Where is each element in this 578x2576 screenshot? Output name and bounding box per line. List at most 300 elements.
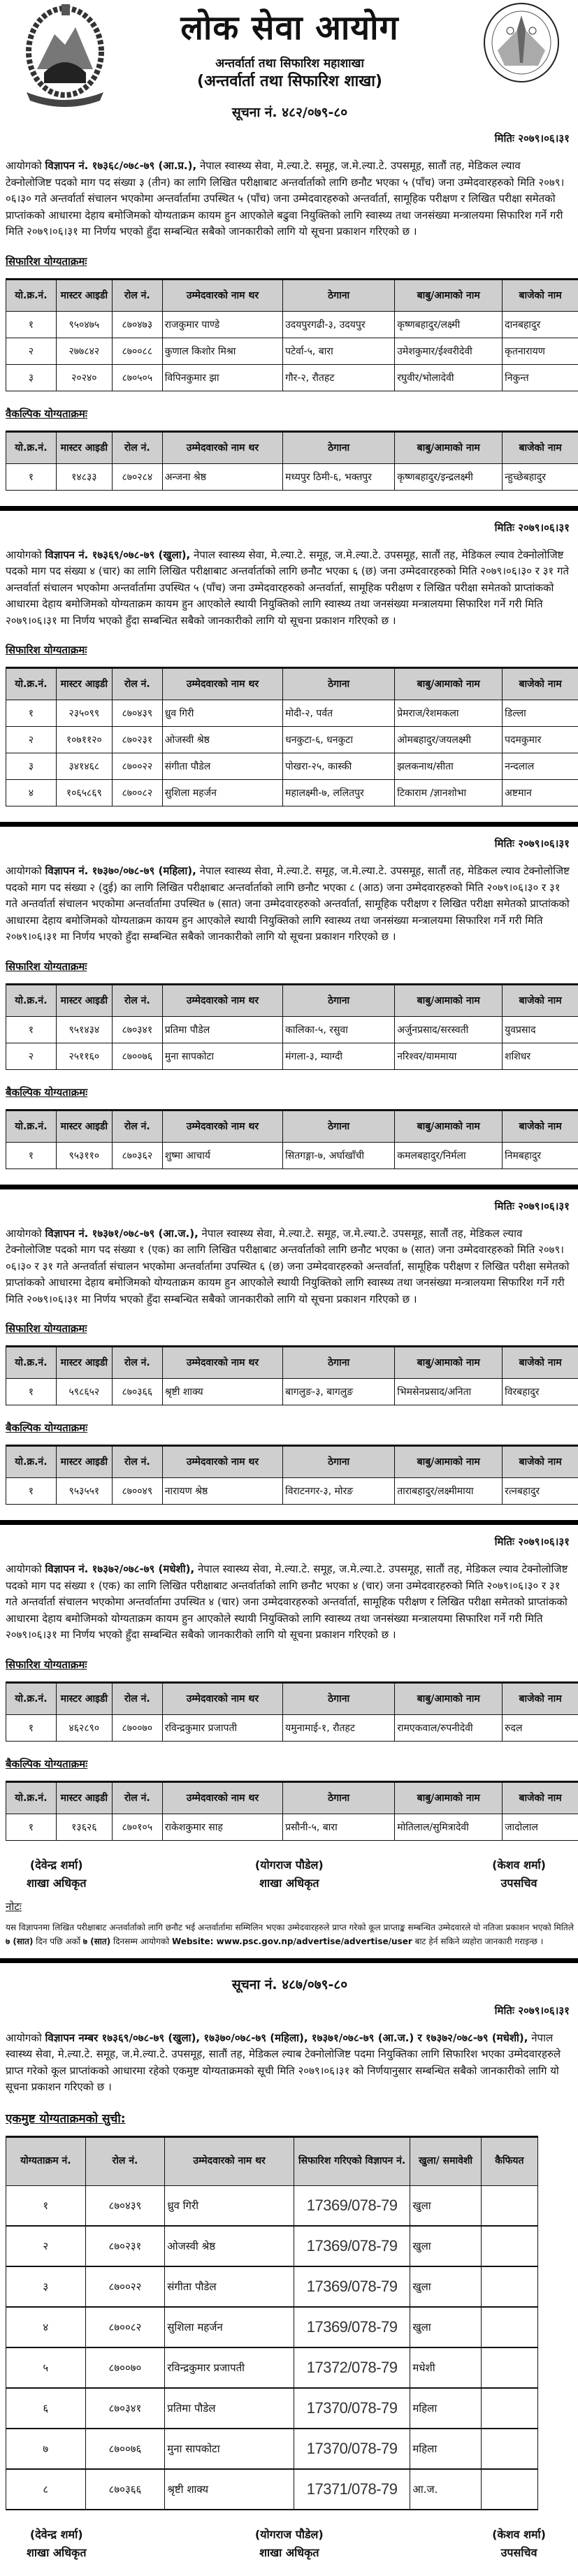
table-row (6, 780, 578, 806)
table-cell: रघुवीर/भोलादेवी (395, 364, 503, 391)
column-header: मास्टर आइडी (56, 1682, 112, 1714)
column-header: यो.क्र.नं. (6, 1110, 57, 1142)
column-header: रोल नं. (112, 1110, 162, 1142)
table-cell: ८७००७० (85, 2347, 165, 2388)
table-cell: राकेशकुमार साह (162, 1814, 282, 1840)
table-cell: २ (6, 1043, 57, 1069)
table-cell: 17370/078-79 (294, 2388, 410, 2429)
table-cell: यमुनामाई-१, रौतहट (283, 1714, 395, 1741)
column-header: उम्मेदवारको नाम थर (162, 279, 282, 311)
table-cell: बागलुङ-३, बागलुङ (283, 1379, 395, 1405)
table-row (6, 1043, 578, 1069)
table-cell: शशिधर (503, 1043, 578, 1069)
column-header: मास्टर आइडी (56, 1446, 112, 1478)
column-header: रोल नं. (112, 279, 162, 311)
alternate-heading: बैकल्पिक योग्यताक्रमः (6, 1421, 574, 1435)
notice-number-2: सूचना नं. ४८७/०७९-८० (6, 1976, 574, 1994)
column-header: मास्टर आइडी (56, 431, 112, 463)
signature-block (6, 2526, 574, 2562)
alternate-heading: बैकल्पिक योग्यताक्रमः (6, 1757, 574, 1771)
table-cell: सुशिला महर्जन (165, 2307, 294, 2347)
table-cell: सितगङ्गा-७, अर्घाखाँची (283, 1142, 395, 1168)
section-name: (अन्तर्वार्ता तथा सिफारिश शाखा) (6, 70, 574, 91)
column-header: यो.क्र.नं. (6, 1446, 57, 1478)
recommended-table (6, 1681, 578, 1742)
table-row (6, 2347, 538, 2388)
table-cell (481, 2469, 537, 2510)
table-row (6, 727, 578, 753)
table-cell: ८७०३६२ (112, 1142, 162, 1168)
signatory-name: (योगराज पौडेल) (255, 2526, 324, 2544)
column-header: उम्मेदवारको नाम थर (165, 2136, 294, 2185)
column-header: मास्टर आइडी (56, 1347, 112, 1379)
table-cell: ४ (6, 2307, 86, 2347)
column-header: बाजेको नाम (503, 1110, 578, 1142)
table-cell: 17370/078-79 (294, 2429, 410, 2469)
notice-sections (6, 131, 574, 1948)
table-cell: ध्रुव गिरी (162, 700, 282, 727)
alternate-table (6, 1109, 578, 1169)
signatory-name: (केशव शर्मा) (492, 1856, 546, 1874)
notice-section (6, 1535, 574, 1948)
signatory (492, 2526, 546, 2562)
table-cell: ८७००७० (112, 1714, 162, 1741)
table-cell: १ (6, 311, 57, 338)
table-cell: ९५०४७५ (56, 311, 112, 338)
table-cell: २ (6, 338, 57, 364)
table-cell: ८७०२८४ (112, 463, 162, 490)
column-header: रोल नं. (112, 668, 162, 700)
signatory (492, 1856, 546, 1893)
column-header: उम्मेदवारको नाम थर (162, 984, 282, 1016)
column-header: ठेगाना (283, 984, 395, 1016)
table-cell: २७७८४२ (56, 338, 112, 364)
table-cell: रविन्द्रकुमार प्रजापती (162, 1714, 282, 1741)
table-cell: ध्रुव गिरी (165, 2185, 294, 2226)
document-header (6, 0, 574, 103)
table-cell: पटेर्वा-५, बारा (283, 338, 395, 364)
table-cell: ८७०४३९ (85, 2185, 165, 2226)
section-divider (0, 506, 578, 511)
para-text: नेपाल स्वास्थ्य सेवा, मे.ल्या.टे. समूह, ज.मे.ल्या.टे. उपसमूह, सातौं तह, मेडिकल ल्याव टेक्नोलोजिष्ट पदको माग पद संख्या १ (एक) का लागि लिखित परीक्षाबाट अन्तर्वार्ताको लागि छनौट भएका ७ (सात) जना उम्मेदवारहरुको मिति २०७९।०६।३० र ३१ गते अन्तर्वार्ता संचालन भएकोमा अन्तर्वार्तामा उपस्थित ६ (छ) जना उम्मेदवारहरुको अन्तर्वार्ता, सामूहिक परीक्षण र लिखित परीक्षा समेतको प्राप्तांकको आधारमा देहाय बमोजिमको योग्यताक्रम कायम हुन आएकोले स्थायी नियुक्तिको लागि स्वास्थ्य तथा जनसंख्या मन्त्रालयमा सिफारिश गर्ने गरी मिति २०७९।०६।३१ मा निर्णय भएको हुँदा सम्बन्धित सबैको जानकारीको लागि यो सूचना प्रकाशन गरिएको छ । (6, 1227, 570, 1305)
table-cell: अन्जना श्रेष्ठ (162, 463, 282, 490)
column-header: योग्यताक्रम नं. (6, 2136, 86, 2185)
table-cell (481, 2307, 537, 2347)
signatory (255, 1856, 324, 1893)
table-cell: ८७०२३१ (85, 2226, 165, 2266)
table-cell: डिल्ला (503, 700, 578, 727)
signatory (255, 2526, 324, 2562)
column-header: बाजेको नाम (503, 1347, 578, 1379)
para-prefix: आयोगको (6, 864, 45, 877)
table-cell: मधेशी (410, 2347, 481, 2388)
table-cell: झलकनाथ/सीता (395, 753, 503, 780)
table-cell: ओजस्वी श्रेष्ठ (165, 2226, 294, 2266)
para-text: नेपाल स्वास्थ्य सेवा, मे.ल्या.टे. समूह, ज.मे.ल्या.टे. उपसमूह, सातौं तह, मेडिकल ल्याव टेक्नोलोजिष्ट पदको माग पद संख्या २ (दुई) का लागि लिखित परीक्षाबाट अन्तर्वार्ताको लागि छनौट भएका ८ (आठ) जना उम्मेदवारहरुको मिति २०७९।०६।३० र ३१ गते अन्तर्वार्ता संचालन भएकोमा अन्तर्वार्तामा उपस्थित ७ (सात) जना उम्मेदवारहरुको अन्तर्वार्ता, सामूहिक परीक्षण र लिखित परीक्षा समेतको प्राप्तांकको आधारमा देहाय बमोजिमको योग्यताक्रम कायम हुन आएकोले स्थायी नियुक्तिको लागि स्वास्थ्य तथा जनसंख्या मन्त्रालयमा सिफारिश गर्ने गरी मिति २०७९।०६।३१ मा निर्णय भएको हुँदा सम्बन्धित सबैको जानकारीको लागि यो सूचना प्रकाशन गरिएको छ । (6, 864, 570, 943)
signatory-name: (योगराज पौडेल) (255, 1856, 324, 1874)
table-cell: खुला (410, 2307, 481, 2347)
table-cell: रविन्द्रकुमार प्रजापती (165, 2347, 294, 2388)
table-cell: ४६२८९० (56, 1714, 112, 1741)
table-cell: १ (6, 1478, 57, 1505)
table-header-row (6, 2136, 538, 2185)
column-header: मास्टर आइडी (56, 1110, 112, 1142)
table-cell: ८७०३६६ (112, 1379, 162, 1405)
table-cell: १०६५८६९ (56, 780, 112, 806)
table-cell: ८७००२२ (112, 753, 162, 780)
table-cell: संगीता पौडेल (162, 753, 282, 780)
advertisement-number: विज्ञापन नं. १७३७२/०७८-७९ (मधेशी), (45, 1563, 195, 1575)
division-name: अन्तर्वार्ता तथा सिफारिश महाशाखा (6, 55, 574, 71)
column-header: ठेगाना (283, 279, 395, 311)
table-cell: कृष्णबहादुर/लक्ष्मी (395, 311, 503, 338)
column-header: ठेगाना (283, 1682, 395, 1714)
table-cell: १ (6, 700, 57, 727)
table-cell: ८७००८२ (85, 2307, 165, 2347)
recommended-table (6, 667, 578, 806)
recommended-table (6, 983, 578, 1070)
table-header-row (6, 1682, 578, 1714)
table-cell: विरबहादुर (503, 1379, 578, 1405)
notice-date: मितिः २०७९।०६।३१ (6, 521, 574, 535)
column-header: बाबु/आमाको नाम (395, 668, 503, 700)
table-cell: निमबहादुर (503, 1142, 578, 1168)
table-cell: उदयपुरगढी-३, उदयपुर (283, 311, 395, 338)
table-cell: २ (6, 2226, 86, 2266)
column-header: उम्मेदवारको नाम थर (162, 668, 282, 700)
table-cell: १ (6, 1142, 57, 1168)
signatory-title: उपसचिव (492, 2544, 546, 2562)
column-header: कैफियत (481, 2136, 537, 2185)
recommended-heading: सिफारिश योग्यताक्रमः (6, 960, 574, 974)
column-header: बाबु/आमाको नाम (395, 1682, 503, 1714)
table-row (6, 2226, 538, 2266)
column-header: यो.क्र.नं. (6, 431, 57, 463)
table-cell: ७ (6, 2429, 86, 2469)
para-text: नेपाल स्वास्थ्य सेवा, मे.ल्या.टे. समूह, ज.मे.ल्या.टे. उपसमूह, सातौं तह, मेडिकल ल्याव टेक्नोलोजिष्ट पदको माग पद संख्या १ (एक) का लागि लिखित परीक्षाबाट अन्तर्वार्ताको लागि छनौट भएका ४ (चार) जना उम्मेदवारहरुको मिति २०७९।०६।३० र ३१ गते अन्तर्वार्ता संचालन भएकोमा अन्तर्वार्तामा उपस्थित ४ (चार) जना उम्मेदवारहरुको अन्तर्वार्ता, सामूहिक परीक्षण र लिखित परीक्षा समेतको प्राप्तांकको आधारमा देहाय बमोजिमको योग्यताक्रम कायम हुन आएकोले स्थायी नियुक्तिको लागि स्वास्थ्य तथा जनसंख्या मन्त्रालयमा सिफारिश गर्ने गरी मिति २०७९।०६।३१ मा निर्णय भएको हुँदा सम्बन्धित सबैको जानकारीको लागि यो सूचना प्रकाशन गरिएको छ । (6, 1563, 568, 1641)
notice-paragraph (6, 863, 570, 946)
notice-number: सूचना नं. ४८२/०७९-८० (6, 103, 574, 122)
table-cell: खुला (410, 2185, 481, 2226)
table-cell: प्रेमराज/रेशमकला (395, 700, 503, 727)
column-header: रोल नं. (85, 2136, 165, 2185)
table-cell: राजकुमार पाण्डे (162, 311, 282, 338)
table-row (6, 463, 578, 490)
notice-section (6, 1199, 574, 1526)
table-cell: ९५१४३४ (56, 1016, 112, 1043)
recommended-table (6, 278, 578, 391)
table-cell: २ (6, 727, 57, 753)
table-cell: ताराबहादुर/लक्ष्मीमाया (395, 1478, 503, 1505)
recommended-heading: सिफारिश योग्यताक्रमः (6, 1322, 574, 1336)
table-cell: श्रृष्टी शाक्य (165, 2469, 294, 2510)
column-header: रोल नं. (112, 1682, 162, 1714)
section-divider (0, 1520, 578, 1525)
notice-date: मितिः २०७९।०६।३१ (6, 131, 574, 145)
table-cell: १ (6, 2185, 86, 2226)
table-row (6, 1379, 578, 1405)
notice-date: मितिः २०७९।०६।३१ (6, 1535, 574, 1549)
table-cell: दानबहादुर (503, 311, 578, 338)
notice-section (6, 131, 574, 511)
column-header: रोल नं. (112, 1347, 162, 1379)
notice-paragraph (6, 1226, 570, 1308)
table-cell: प्रतिमा पौडेल (162, 1016, 282, 1043)
table-cell: ८७०१०५ (112, 1814, 162, 1840)
alternate-table (6, 1445, 578, 1505)
column-header: उम्मेदवारको नाम थर (162, 1347, 282, 1379)
signatory-name: (देवेन्द्र शर्मा) (27, 2526, 86, 2544)
table-cell: ८७०४३९ (112, 700, 162, 727)
table-cell: जादोलाल (503, 1814, 578, 1840)
signatory-title: शाखा अधिकृत (27, 2544, 86, 2562)
advertisement-number: विज्ञापन नं. १७३७१/०७८-७९ (आ.ज.), (45, 1227, 198, 1240)
table-cell: कृतनारायण (503, 338, 578, 364)
alternate-heading: वैकल्पिक योग्यताक्रमः (6, 407, 574, 421)
table-row (6, 2388, 538, 2429)
column-header: बाबु/आमाको नाम (395, 1781, 503, 1814)
table-cell: 17369/078-79 (294, 2266, 410, 2307)
table-header-row (6, 279, 578, 311)
recommended-heading: सिफारिश योग्यताक्रमः (6, 643, 574, 657)
table-cell: १३६२६ (56, 1814, 112, 1840)
recommended-table (6, 1345, 578, 1405)
table-row (6, 2429, 538, 2469)
table-row (6, 1814, 578, 1840)
table-cell: महालक्ष्मी-७, ललितपुर (283, 780, 395, 806)
column-header: बाबु/आमाको नाम (395, 1446, 503, 1478)
table-header-row (6, 1446, 578, 1478)
notice-section (6, 521, 574, 827)
notice-paragraph (6, 547, 570, 630)
table-cell: मोतिलाल/सुमित्रादेवी (395, 1814, 503, 1840)
table-cell: आ.ज. (410, 2469, 481, 2510)
table-row (6, 700, 578, 727)
column-header: बाजेको नाम (503, 1446, 578, 1478)
table-cell: ४ (6, 780, 57, 806)
table-row (6, 2266, 538, 2307)
notice-paragraph-2 (6, 2030, 570, 2096)
signature-block (6, 1856, 574, 1893)
table-cell: ८७०३६६ (85, 2469, 165, 2510)
table-cell: ८७००२२ (85, 2266, 165, 2307)
table-cell: १ (6, 1814, 57, 1840)
column-header: खुला/ समावेशी (410, 2136, 481, 2185)
table-cell: कमलबहादुर/निर्मला (395, 1142, 503, 1168)
table-cell: नरिश्वर/याममाया (395, 1043, 503, 1069)
column-header: बाजेको नाम (503, 1781, 578, 1814)
column-header: बाबु/आमाको नाम (395, 1110, 503, 1142)
table-cell: नन्दलाल (503, 753, 578, 780)
table-cell (481, 2347, 537, 2388)
table-cell: ८७००४९ (112, 1478, 162, 1505)
signatory (27, 1856, 86, 1893)
table-row (6, 1478, 578, 1505)
table-cell: मंगला-३, म्याग्दी (283, 1043, 395, 1069)
column-header: उम्मेदवारको नाम थर (162, 1110, 282, 1142)
table-row (6, 753, 578, 780)
column-header: यो.क्र.नं. (6, 984, 57, 1016)
table-cell: युवप्रसाद (503, 1016, 578, 1043)
table-cell: ८७०३४१ (85, 2388, 165, 2429)
table-cell: ५९८६५२ (56, 1379, 112, 1405)
table-cell: ८७००७६ (112, 1043, 162, 1069)
column-header: ठेगाना (283, 1110, 395, 1142)
table-cell: संगीता पौडेल (165, 2266, 294, 2307)
table-cell: ८७००७६ (85, 2429, 165, 2469)
signatory-name: (केशव शर्मा) (492, 2526, 546, 2544)
table-cell: उमेशकुमार/ईश्वरीदेवी (395, 338, 503, 364)
note-part: दिन पछि अर्को (33, 1937, 82, 1946)
alternate-table (6, 1781, 578, 1841)
advertisement-number: विज्ञापन नं. १७३६९/०७८-७९ (खुला), (45, 549, 191, 561)
para-prefix: आयोगको (6, 549, 45, 561)
table-cell: अर्जुनप्रसाद/सरस्वती (395, 1016, 503, 1043)
column-header: ठेगाना (283, 1347, 395, 1379)
table-cell: २०२४० (56, 364, 112, 391)
column-header: यो.क्र.नं. (6, 1781, 57, 1814)
table-cell: 17369/078-79 (294, 2226, 410, 2266)
table-cell: कुणाल किशोर मिश्रा (162, 338, 282, 364)
note-part: बाट हेर्न सकिने व्यहोरा जानकारी गराइन्छ । (412, 1937, 543, 1946)
note-bold: ७ (सात) (83, 1937, 110, 1946)
table-cell: शुष्मा आचार्य (162, 1142, 282, 1168)
table-cell: रुदल (503, 1714, 578, 1741)
column-header: बाजेको नाम (503, 279, 578, 311)
para-prefix: आयोगको (6, 2032, 45, 2044)
table-header-row (6, 1110, 578, 1142)
table-cell: ३ (6, 364, 57, 391)
table-cell: रत्नबहादुर (503, 1478, 578, 1505)
table-cell: मुना सापकोटा (165, 2429, 294, 2469)
column-header: सिफारिश गरिएको विज्ञापन नं. (294, 2136, 410, 2185)
notice-section (6, 837, 574, 1189)
merit-list-table (6, 2136, 538, 2511)
table-cell: ओजस्वी श्रेष्ठ (162, 727, 282, 753)
table-cell: अष्टमान (503, 780, 578, 806)
column-header: ठेगाना (283, 1781, 395, 1814)
table-cell (481, 2226, 537, 2266)
merit-list-heading: एकमुष्ट योग्यताक्रमको सुची: (6, 2110, 574, 2126)
notice-date: मितिः २०७९।०६।३१ (6, 1199, 574, 1213)
column-header: यो.क्र.नं. (6, 1347, 57, 1379)
table-cell: ८७०३४१ (112, 1016, 162, 1043)
table-cell: मुना सापकोटा (162, 1043, 282, 1069)
advertisement-number: विज्ञापन नं. १७३६८/०७८-७९ (आ.प्र.), (45, 159, 197, 172)
section-divider (0, 822, 578, 827)
table-cell: ९५३११० (56, 1142, 112, 1168)
column-header: यो.क्र.नं. (6, 668, 57, 700)
table-header-row (6, 1347, 578, 1379)
table-cell: न्हुच्छेबहादुर (503, 463, 578, 490)
table-cell: प्रतिमा पौडेल (165, 2388, 294, 2429)
column-header: मास्टर आइडी (56, 1781, 112, 1814)
column-header: रोल नं. (112, 1781, 162, 1814)
website-link[interactable]: Website: www.psc.gov.np/advertise/advertise/user (172, 1937, 412, 1946)
table-cell: ८७००८२ (112, 780, 162, 806)
para-text: नेपाल स्वास्थ्य सेवा, मे.ल्या.टे. समूह, ज.मे.ल्या.टे. उपसमूह, सातौं तह, मेडिकल ल्याव टेक्नोलोजिष्ट पदको माग पद संख्या ४ (चार) का लागि लिखित परीक्षाबाट अन्तर्वार्ताको लागि छनौट भएका ६ (छ) जना उम्मेदवारहरुको मिति २०७९।०६।३० र ३१ गते अन्तर्वार्ता संचालन भएकोमा अन्तर्वार्तामा उपस्थित ५ (पाँच) जना उम्मेदवारहरुको अन्तर्वार्ता, सामूहिक परीक्षण र लिखित परीक्षा समेतको प्राप्तांकको आधारमा देहाय बमोजिमको योग्यताक्रम कायम हुन आएकोले स्थायी नियुक्तिको लागि स्वास्थ्य तथा जनसंख्या मन्त्रालयमा सिफारिश गर्ने गरी मिति २०७९।०६।३१ मा निर्णय भएको हुँदा सम्बन्धित सबैको जानकारीको लागि यो सूचना प्रकाशन गरिएको छ । (6, 549, 569, 627)
table-header-row (6, 668, 578, 700)
table-cell: १४८३३ (56, 463, 112, 490)
table-row (6, 1016, 578, 1043)
column-header: बाजेको नाम (503, 668, 578, 700)
table-cell: सुशिला महर्जन (162, 780, 282, 806)
column-header: बाजेको नाम (503, 1682, 578, 1714)
table-cell: टिकाराम /ज्ञानशोभा (395, 780, 503, 806)
table-cell: १ (6, 1714, 57, 1741)
table-cell: नारायण श्रेष्ठ (162, 1478, 282, 1505)
notice-paragraph (6, 1561, 570, 1644)
table-row (6, 1714, 578, 1741)
table-cell: ३४१४६८ (56, 753, 112, 780)
table-cell: ८७०५०५ (112, 364, 162, 391)
table-cell: ८७०४७३ (112, 311, 162, 338)
table-cell: ८७००८८ (112, 338, 162, 364)
table-cell: खुला (410, 2266, 481, 2307)
table-cell: कालिका-५, रसुवा (283, 1016, 395, 1043)
signatory-title: उपसचिव (492, 1874, 546, 1893)
table-cell: कृष्णबहादुर/इन्द्रलक्ष्मी (395, 463, 503, 490)
table-cell: १ (6, 1016, 57, 1043)
signatory-title: शाखा अधिकृत (255, 1874, 324, 1893)
column-header: बाबु/आमाको नाम (395, 279, 503, 311)
table-cell: गौर-२, रौतहट (283, 364, 395, 391)
table-cell: २५११६० (56, 1043, 112, 1069)
table-cell: मोदी-२, पर्वत (283, 700, 395, 727)
notice-paragraph (6, 158, 570, 240)
org-title: लोक सेवा आयोग (6, 0, 574, 56)
table-cell: ८ (6, 2469, 86, 2510)
table-row (6, 2185, 538, 2226)
para-prefix: आयोगको (6, 159, 45, 172)
table-cell: 17372/078-79 (294, 2347, 410, 2388)
table-cell: १ (6, 1379, 57, 1405)
table-cell (481, 2429, 537, 2469)
table-row (6, 1142, 578, 1168)
column-header: मास्टर आइडी (56, 668, 112, 700)
table-cell: निकुन्त (503, 364, 578, 391)
table-cell: ३ (6, 753, 57, 780)
signatory-name: (देवेन्द्र शर्मा) (27, 1856, 86, 1874)
para-text: नेपाल स्वास्थ्य सेवा, मे.ल्या.टे. समूह, ज.मे.ल्या.टे. उपसमूह, सातौं तह, मेडिकल ल्याब टेक्नोलोजिष्ट पदमा नियुक्तिका लागि सिफारिश भएका उम्मेदवारहरुले प्राप्त गरेको कूल प्राप्तांकको आधारमा रहेको एकमुष्ट योग्यताक्रमको सूची मिति २०७९।०६।३१ को निर्णयानुसार सम्बन्धित सबैको जानकारीको लागि यो सूचना प्रकाशन गरिएको छ । (6, 2032, 561, 2094)
para-prefix: आयोगको (6, 1227, 45, 1240)
table-cell (481, 2266, 537, 2307)
notice-date-2: मितिः २०७९।०६।३१ (6, 2004, 574, 2018)
note-part: दिनसम्म आयोगको (110, 1937, 172, 1946)
note-title: नोटः (6, 1900, 574, 1913)
column-header: ठेगाना (283, 431, 395, 463)
table-row (6, 338, 578, 364)
table-cell: २३५०९९ (56, 700, 112, 727)
table-cell: मध्यपुर ठिमी-६, भक्तपुर (283, 463, 395, 490)
table-cell: 17369/078-79 (294, 2185, 410, 2226)
table-cell: ओमबहादुर/जयलक्ष्मी (395, 727, 503, 753)
table-cell: ९५३५५१ (56, 1478, 112, 1505)
advertisement-number: विज्ञापन नं. १७३७०/०७८-७९ (महिला), (45, 864, 196, 877)
table-row (6, 2469, 538, 2510)
table-header-row (6, 1781, 578, 1814)
table-row (6, 311, 578, 338)
column-header: उम्मेदवारको नाम थर (162, 431, 282, 463)
table-cell: पदमकुमार (503, 727, 578, 753)
column-header: यो.क्र.नं. (6, 1682, 57, 1714)
section-divider (0, 1958, 578, 1963)
column-header: बाजेको नाम (503, 984, 578, 1016)
table-row (6, 2307, 538, 2347)
table-cell: ६ (6, 2388, 86, 2429)
column-header: उम्मेदवारको नाम थर (162, 1781, 282, 1814)
signatory (27, 2526, 86, 2562)
